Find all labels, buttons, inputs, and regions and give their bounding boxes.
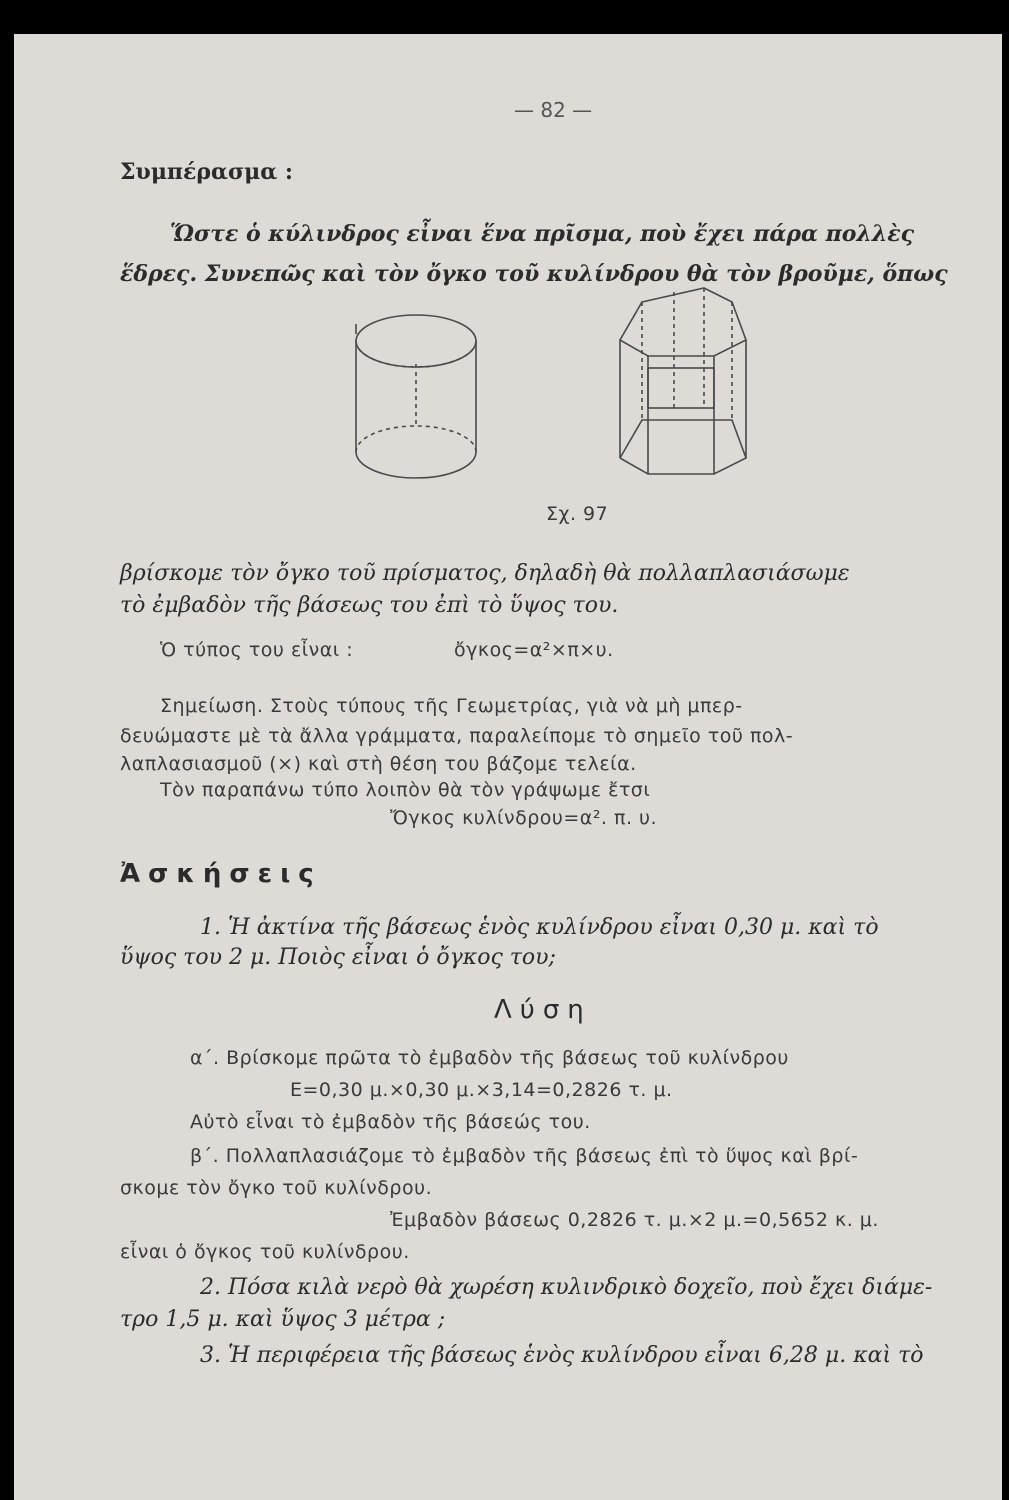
- figure-caption: Σχ. 97: [546, 503, 609, 525]
- intro-line-1: Ὥστε ὁ κύλινδρος εἶναι ἕνα πρῖσμα, ποὺ ἔχει πάρα πολλὲς: [170, 221, 915, 247]
- intro-line-2: ἕδρες. Συνεπῶς καὶ τὸν ὄγκο τοῦ κυλίνδρου θὰ τὸν βροῦμε, ὅπως: [120, 261, 948, 287]
- exercise-1-line-2: ὕψος του 2 μ. Ποιὸς εἶναι ὁ ὄγκος του;: [120, 945, 556, 970]
- figure-cylinder-prism: [14, 34, 1002, 514]
- exercise-2-line-2: τρο 1,5 μ. καὶ ὕψος 3 μέτρα ;: [120, 1307, 446, 1332]
- cylinder-inner-arc: [356, 341, 476, 367]
- solution-a-calc: Ε=0,30 μ.×0,30 μ.×3,14=0,2826 τ. μ.: [290, 1079, 673, 1101]
- solution-a-result: Αὐτὸ εἶναι τὸ ἐμβαδὸν τῆς βάσεώς του.: [190, 1111, 591, 1133]
- prism-drawing: [620, 288, 746, 474]
- solution-b-line-2: σκομε τὸν ὄγκο τοῦ κυλίνδρου.: [120, 1177, 433, 1199]
- solution-b-result: εἶναι ὁ ὄγκος τοῦ κυλίνδρου.: [120, 1241, 410, 1263]
- exercises-heading: Ἀσκήσεις: [120, 859, 322, 889]
- formula-label: Ὁ τύπος του εἶναι :: [160, 639, 354, 661]
- solution-b-calc: Ἐμβαδὸν βάσεως 0,2826 τ. μ.×2 μ.=0,5652 κ. μ.: [390, 1209, 879, 1231]
- note-line-4: Τὸν παραπάνω τύπο λοιπὸν θὰ τὸν γράψωμε ἔτσι: [160, 779, 651, 801]
- cylinder-bottom-front: [356, 452, 476, 478]
- cylinder-bottom-back: [356, 426, 476, 452]
- note-formula: Ὄγκος κυλίνδρου=α². π. υ.: [390, 807, 658, 829]
- formula: ὄγκος=α²×π×υ.: [454, 639, 614, 661]
- note-line-2: δευώμαστε μὲ τὰ ἄλλα γράμματα, παραλείπομε τὸ σημεῖο τοῦ πολ-: [120, 725, 794, 747]
- volume-line-2: τὸ ἐμβαδὸν τῆς βάσεως του ἐπὶ τὸ ὕψος του.: [120, 593, 619, 618]
- note-line-3: λαπλασιασμοῦ (×) καὶ στὴ θέση του βάζομε τελεία.: [120, 753, 637, 775]
- conclusion-heading: Συμπέρασμα :: [120, 159, 293, 185]
- exercise-2-line-1: 2. Πόσα κιλὰ νερὸ θὰ χωρέση κυλινδρικὸ δοχεῖο, ποὺ ἔχει διάμε-: [200, 1275, 933, 1300]
- cylinder-drawing: [356, 315, 476, 478]
- prism-top-face: [620, 288, 746, 356]
- exercise-1-line-1: 1. Ἡ ἀκτίνα τῆς βάσεως ἑνὸς κυλίνδρου εἶναι 0,30 μ. καὶ τὸ: [200, 915, 879, 940]
- prism-bottom-front: [620, 420, 746, 474]
- solution-b-line-1: β΄. Πολλαπλασιάζομε τὸ ἐμβαδὸν τῆς βάσεως ἐπὶ τὸ ὕψος καὶ βρί-: [190, 1145, 859, 1167]
- book-page: [14, 34, 1002, 1500]
- page-number: — 82 —: [514, 98, 593, 122]
- exercise-3-line-1: 3. Ἡ περιφέρεια τῆς βάσεως ἑνὸς κυλίνδρου εἶναι 6,28 μ. καὶ τὸ: [200, 1343, 924, 1368]
- solution-a-line: α΄. Βρίσκομε πρῶτα τὸ ἐμβαδὸν τῆς βάσεως τοῦ κυλίνδρου: [190, 1047, 789, 1069]
- solution-heading: Λύση: [494, 995, 592, 1025]
- note-line-1: Σημείωση. Στοὺς τύπους τῆς Γεωμετρίας, γιὰ νὰ μὴ μπερ-: [160, 695, 743, 717]
- volume-line-1: βρίσκομε τὸν ὄγκο τοῦ πρίσματος, δηλαδὴ θὰ πολλαπλασιάσωμε: [120, 561, 850, 586]
